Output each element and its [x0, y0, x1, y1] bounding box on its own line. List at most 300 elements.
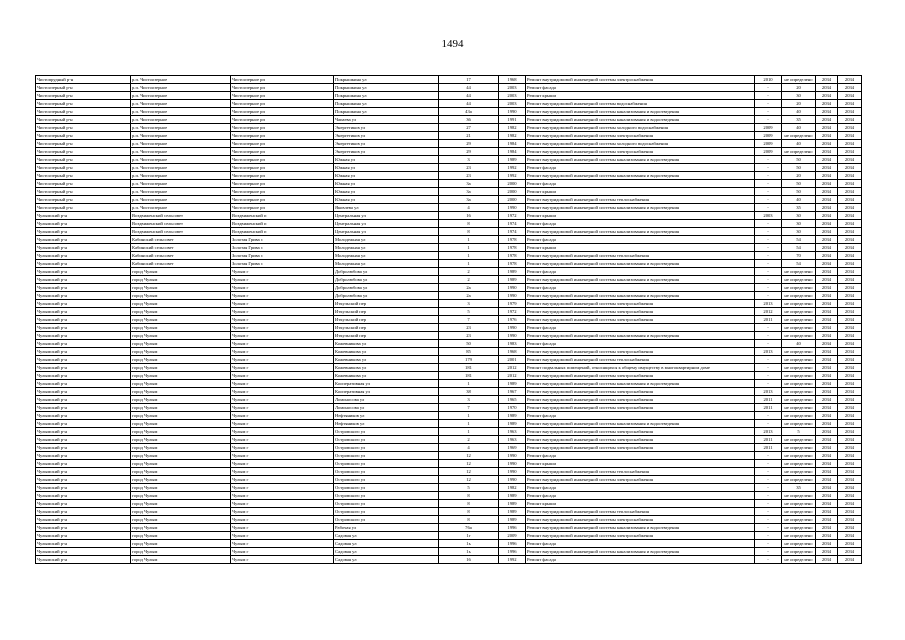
wear-percent-cell: не определено: [782, 76, 816, 84]
municipality-cell: р.п. Чистоозерное: [131, 76, 231, 84]
district-cell: Чулымский р-н: [36, 484, 131, 492]
end-year-cell: 2034: [838, 268, 862, 276]
house-number-cell: 3а: [439, 188, 499, 196]
end-year-cell: 2034: [838, 140, 862, 148]
last-repair-year-cell: -: [755, 156, 782, 164]
last-repair-year-cell: -: [755, 180, 782, 188]
municipality-cell: р.п. Чистоозерное: [131, 92, 231, 100]
work-type-cell: Ремонт внутридомовой инженерной системы теплоснабжения: [526, 356, 755, 364]
work-type-cell: Ремонт внутридомовой инженерной системы канализования и водоотведения: [526, 228, 755, 236]
last-repair-year-cell: 2012: [755, 308, 782, 316]
table-row: [36, 460, 862, 468]
wear-percent-cell: не определено: [782, 388, 816, 396]
work-type-cell: Ремонт крыши: [526, 244, 755, 252]
settlement-cell: Чистоозерное рп: [231, 204, 334, 212]
wear-percent-cell: не определено: [782, 348, 816, 356]
build-year-cell: 2003: [499, 84, 526, 92]
wear-percent-cell: 35: [782, 484, 816, 492]
wear-percent-cell: 30: [782, 228, 816, 236]
street-cell: Центральная ул: [334, 212, 439, 220]
table-row: [36, 164, 862, 172]
table-row: [36, 108, 862, 116]
house-number-cell: 1: [439, 428, 499, 436]
end-year-cell: 2034: [838, 260, 862, 268]
municipality-cell: город Чулым: [131, 516, 231, 524]
house-number-cell: 2а: [439, 292, 499, 300]
municipality-cell: город Чулым: [131, 308, 231, 316]
street-cell: Добролюбова ул: [334, 292, 439, 300]
street-cell: Южная ул: [334, 172, 439, 180]
house-number-cell: 43а: [439, 108, 499, 116]
table-row: [36, 484, 862, 492]
municipality-cell: город Чулым: [131, 452, 231, 460]
table-row: [36, 468, 862, 476]
end-year-cell: 2034: [838, 476, 862, 484]
work-type-cell: Ремонт фасада: [526, 284, 755, 292]
settlement-cell: Чулым г: [231, 444, 334, 452]
wear-percent-cell: не определено: [782, 556, 816, 564]
street-cell: Кожевникова ул: [334, 372, 439, 380]
settlement-cell: Чистоозерное рп: [231, 84, 334, 92]
end-year-cell: 2034: [838, 188, 862, 196]
street-cell: Иткульский пер: [334, 300, 439, 308]
municipality-cell: город Чулым: [131, 388, 231, 396]
start-year-cell: 2034: [816, 412, 838, 420]
end-year-cell: 2034: [838, 468, 862, 476]
work-type-cell: Ремонт внутридомовой инженерной системы холодного водоснабжения: [526, 140, 755, 148]
district-cell: Чулымский р-н: [36, 500, 131, 508]
wear-percent-cell: 5: [782, 428, 816, 436]
start-year-cell: 2034: [816, 372, 838, 380]
house-number-cell: 3: [439, 396, 499, 404]
settlement-cell: Чулым г: [231, 548, 334, 556]
build-year-cell: 1989: [499, 156, 526, 164]
municipality-cell: город Чулым: [131, 364, 231, 372]
build-year-cell: 2000: [499, 180, 526, 188]
start-year-cell: 2034: [816, 220, 838, 228]
district-cell: Чулымский р-н: [36, 316, 131, 324]
house-number-cell: 3а: [439, 180, 499, 188]
wear-percent-cell: 20: [782, 84, 816, 92]
wear-percent-cell: не определено: [782, 492, 816, 500]
house-number-cell: 44: [439, 84, 499, 92]
settlement-cell: Чистоозерное рп: [231, 140, 334, 148]
municipality-cell: город Чулым: [131, 500, 231, 508]
municipality-cell: р.п. Чистоозерное: [131, 172, 231, 180]
last-repair-year-cell: -: [755, 516, 782, 524]
settlement-cell: Чистоозерное рп: [231, 92, 334, 100]
table-row: [36, 124, 862, 132]
table-row: [36, 156, 862, 164]
municipality-cell: город Чулым: [131, 396, 231, 404]
start-year-cell: 2034: [816, 516, 838, 524]
wear-percent-cell: не определено: [782, 532, 816, 540]
work-type-cell: Ремонт фасада: [526, 540, 755, 548]
district-cell: Чистоозерный р-н: [36, 84, 131, 92]
house-number-cell: 3: [439, 156, 499, 164]
settlement-cell: Золотая Грива с: [231, 252, 334, 260]
last-repair-year-cell: -: [755, 244, 782, 252]
last-repair-year-cell: -: [755, 236, 782, 244]
settlement-cell: Чулым г: [231, 484, 334, 492]
last-repair-year-cell: -: [755, 340, 782, 348]
house-number-cell: 76а: [439, 524, 499, 532]
build-year-cell: 1970: [499, 404, 526, 412]
settlement-cell: Чулым г: [231, 332, 334, 340]
build-year-cell: 1989: [499, 500, 526, 508]
house-number-cell: 179: [439, 356, 499, 364]
district-cell: Чулымский р-н: [36, 284, 131, 292]
table-row: [36, 356, 862, 364]
last-repair-year-cell: -: [755, 356, 782, 364]
end-year-cell: 2034: [838, 396, 862, 404]
wear-percent-cell: не определено: [782, 324, 816, 332]
work-type-cell: Ремонт крыши: [526, 212, 755, 220]
last-repair-year-cell: -: [755, 268, 782, 276]
start-year-cell: 2034: [816, 228, 838, 236]
house-number-cell: 17: [439, 76, 499, 84]
end-year-cell: 2034: [838, 420, 862, 428]
table-row: [36, 244, 862, 252]
work-type-cell: Ремонт внутридомовой инженерной системы электроснабжения: [526, 372, 755, 380]
start-year-cell: 2034: [816, 260, 838, 268]
start-year-cell: 2034: [816, 204, 838, 212]
street-cell: Кооперативная ул: [334, 380, 439, 388]
work-type-cell: Ремонт внутридомовой инженерной системы электроснабжения: [526, 132, 755, 140]
last-repair-year-cell: -: [755, 484, 782, 492]
build-year-cell: 1991: [499, 116, 526, 124]
street-cell: Покрышкина ул: [334, 76, 439, 84]
work-type-cell: Ремонт фасада: [526, 268, 755, 276]
work-type-cell: Ремонт фасада: [526, 492, 755, 500]
table-row: [36, 300, 862, 308]
table-row: [36, 348, 862, 356]
build-year-cell: 1968: [499, 76, 526, 84]
settlement-cell: Чулым г: [231, 532, 334, 540]
work-type-cell: Ремонт внутридомовой инженерной системы канализования и водоотведения: [526, 172, 755, 180]
wear-percent-cell: 50: [782, 188, 816, 196]
municipality-cell: Воздвиженский сельсовет: [131, 220, 231, 228]
district-cell: Чулымский р-н: [36, 420, 131, 428]
house-number-cell: 21: [439, 132, 499, 140]
start-year-cell: 2034: [816, 140, 838, 148]
municipality-cell: город Чулым: [131, 484, 231, 492]
last-repair-year-cell: -: [755, 260, 782, 268]
start-year-cell: 2034: [816, 420, 838, 428]
district-cell: Чулымский р-н: [36, 372, 131, 380]
street-cell: Энергетиков ул: [334, 148, 439, 156]
last-repair-year-cell: 2011: [755, 396, 782, 404]
district-cell: Чистоозерный р-н: [36, 108, 131, 116]
work-type-cell: Ремонт внутридомовой инженерной системы канализования и водоотведения: [526, 260, 755, 268]
end-year-cell: 2034: [838, 236, 862, 244]
street-cell: Южная ул: [334, 196, 439, 204]
municipality-cell: Кабинский сельсовет: [131, 244, 231, 252]
end-year-cell: 2034: [838, 300, 862, 308]
work-type-cell: Ремонт внутридомовой инженерной системы электроснабжения: [526, 300, 755, 308]
wear-percent-cell: 54: [782, 244, 816, 252]
street-cell: Южная ул: [334, 188, 439, 196]
build-year-cell: 1972: [499, 212, 526, 220]
municipality-cell: город Чулым: [131, 532, 231, 540]
house-number-cell: 36: [439, 116, 499, 124]
settlement-cell: Чулым г: [231, 292, 334, 300]
end-year-cell: 2034: [838, 220, 862, 228]
district-cell: Чулымский р-н: [36, 260, 131, 268]
wear-percent-cell: не определено: [782, 508, 816, 516]
wear-percent-cell: не определено: [782, 356, 816, 364]
start-year-cell: 2034: [816, 84, 838, 92]
settlement-cell: Чулым г: [231, 412, 334, 420]
build-year-cell: 1982: [499, 484, 526, 492]
last-repair-year-cell: -: [755, 100, 782, 108]
end-year-cell: 2034: [838, 436, 862, 444]
wear-percent-cell: не определено: [782, 476, 816, 484]
build-year-cell: 2000: [499, 196, 526, 204]
work-type-cell: Ремонт внутридомовой инженерной системы теплоснабжения: [526, 252, 755, 260]
table-row: [36, 252, 862, 260]
build-year-cell: 1989: [499, 268, 526, 276]
start-year-cell: 2034: [816, 460, 838, 468]
end-year-cell: 2034: [838, 516, 862, 524]
last-repair-year-cell: 2009: [755, 132, 782, 140]
work-type-cell: Ремонт внутридомовой инженерной системы канализования и водоотведения: [526, 524, 755, 532]
district-cell: Чистоозерный р-н: [36, 92, 131, 100]
settlement-cell: Чистоозерное рп: [231, 124, 334, 132]
municipality-cell: город Чулым: [131, 508, 231, 516]
street-cell: Островского ул: [334, 508, 439, 516]
last-repair-year-cell: -: [755, 252, 782, 260]
build-year-cell: 1992: [499, 172, 526, 180]
end-year-cell: 2034: [838, 548, 862, 556]
district-cell: Чулымский р-н: [36, 236, 131, 244]
start-year-cell: 2034: [816, 540, 838, 548]
district-cell: Чистоозерный р-н: [36, 180, 131, 188]
district-cell: Чулымский р-н: [36, 212, 131, 220]
street-cell: Покрышкина ул: [334, 92, 439, 100]
municipality-cell: город Чулым: [131, 436, 231, 444]
last-repair-year-cell: -: [755, 372, 782, 380]
build-year-cell: 1990: [499, 332, 526, 340]
house-number-cell: 16: [439, 556, 499, 564]
work-type-cell: Ремонт фасада: [526, 220, 755, 228]
house-number-cell: 2: [439, 268, 499, 276]
house-number-cell: 44: [439, 92, 499, 100]
work-type-cell: Ремонт внутридомовой инженерной системы электроснабжения: [526, 76, 755, 84]
work-type-cell: Ремонт внутридомовой инженерной системы электроснабжения: [526, 396, 755, 404]
street-cell: Кожевникова ул: [334, 348, 439, 356]
street-cell: Островского ул: [334, 452, 439, 460]
district-cell: Чулымский р-н: [36, 348, 131, 356]
settlement-cell: Чистоозерное рп: [231, 156, 334, 164]
district-cell: Чулымский р-н: [36, 292, 131, 300]
last-repair-year-cell: -: [755, 284, 782, 292]
settlement-cell: Чулым г: [231, 380, 334, 388]
table-row: [36, 92, 862, 100]
settlement-cell: Чистоозерное рп: [231, 100, 334, 108]
settlement-cell: Чистоозерное рп: [231, 164, 334, 172]
last-repair-year-cell: -: [755, 332, 782, 340]
end-year-cell: 2034: [838, 316, 862, 324]
start-year-cell: 2034: [816, 340, 838, 348]
build-year-cell: 1990: [499, 204, 526, 212]
municipality-cell: р.п. Чистоозерное: [131, 196, 231, 204]
municipality-cell: р.п. Чистоозерное: [131, 156, 231, 164]
table-row: [36, 172, 862, 180]
street-cell: Чапаева ул: [334, 116, 439, 124]
start-year-cell: 2034: [816, 548, 838, 556]
settlement-cell: Чистоозерное рп: [231, 148, 334, 156]
last-repair-year-cell: -: [755, 292, 782, 300]
last-repair-year-cell: 2009: [755, 124, 782, 132]
street-cell: Островского ул: [334, 444, 439, 452]
start-year-cell: 2034: [816, 300, 838, 308]
settlement-cell: Чистоозерное рп: [231, 188, 334, 196]
street-cell: Энергетиков ул: [334, 140, 439, 148]
district-cell: Чистоозерный р-н: [36, 172, 131, 180]
house-number-cell: 1ь: [439, 540, 499, 548]
municipality-cell: город Чулым: [131, 356, 231, 364]
house-number-cell: 23: [439, 332, 499, 340]
settlement-cell: Чулым г: [231, 476, 334, 484]
build-year-cell: 1996: [499, 540, 526, 548]
house-number-cell: 1: [439, 380, 499, 388]
settlement-cell: Золотая Грива с: [231, 244, 334, 252]
wear-percent-cell: не определено: [782, 404, 816, 412]
work-type-cell: Ремонт внутридомовой инженерной системы канализования и водоотведения: [526, 276, 755, 284]
last-repair-year-cell: -: [755, 380, 782, 388]
end-year-cell: 2034: [838, 244, 862, 252]
street-cell: Молодежная ул: [334, 252, 439, 260]
house-number-cell: 7: [439, 316, 499, 324]
work-type-cell: Ремонт внутридомовой инженерной системы канализования и водоотведения: [526, 548, 755, 556]
end-year-cell: 2034: [838, 540, 862, 548]
build-year-cell: 1983: [499, 340, 526, 348]
settlement-cell: Чулым г: [231, 468, 334, 476]
settlement-cell: Чулым г: [231, 276, 334, 284]
last-repair-year-cell: -: [755, 84, 782, 92]
house-number-cell: 2: [439, 436, 499, 444]
settlement-cell: Чулым г: [231, 340, 334, 348]
table-row: [36, 516, 862, 524]
district-cell: Чулымский р-н: [36, 340, 131, 348]
build-year-cell: 1982: [499, 132, 526, 140]
street-cell: Кожевникова ул: [334, 364, 439, 372]
house-number-cell: 1: [439, 420, 499, 428]
district-cell: Чулымский р-н: [36, 300, 131, 308]
last-repair-year-cell: -: [755, 228, 782, 236]
settlement-cell: Чулым г: [231, 436, 334, 444]
district-cell: Чулымский р-н: [36, 308, 131, 316]
settlement-cell: Чистоозерное рп: [231, 196, 334, 204]
build-year-cell: 2012: [499, 364, 526, 372]
work-type-cell: Ремонт внутридомовой инженерной системы электроснабжения: [526, 148, 755, 156]
work-type-cell: Ремонт внутридомовой инженерной системы канализования и водоотведения: [526, 108, 755, 116]
municipality-cell: р.п. Чистоозерное: [131, 148, 231, 156]
street-cell: Садовая ул: [334, 540, 439, 548]
street-cell: Иткульский пер: [334, 316, 439, 324]
start-year-cell: 2034: [816, 316, 838, 324]
wear-percent-cell: 35: [782, 204, 816, 212]
work-type-cell: Ремонт внутридомовой инженерной системы электроснабжения: [526, 404, 755, 412]
table-row: [36, 260, 862, 268]
end-year-cell: 2034: [838, 356, 862, 364]
wear-percent-cell: 40: [782, 124, 816, 132]
municipality-cell: город Чулым: [131, 476, 231, 484]
settlement-cell: Чулым г: [231, 452, 334, 460]
end-year-cell: 2034: [838, 524, 862, 532]
work-type-cell: Ремонт внутридомовой инженерной системы электроснабжения: [526, 316, 755, 324]
table-row: [36, 380, 862, 388]
last-repair-year-cell: -: [755, 196, 782, 204]
end-year-cell: 2034: [838, 428, 862, 436]
table-row: [36, 548, 862, 556]
street-cell: Центральная ул: [334, 228, 439, 236]
last-repair-year-cell: 2011: [755, 404, 782, 412]
table-row: [36, 492, 862, 500]
end-year-cell: 2034: [838, 452, 862, 460]
settlement-cell: Чистоозерное рп: [231, 108, 334, 116]
end-year-cell: 2034: [838, 332, 862, 340]
table-row: [36, 228, 862, 236]
table-row: [36, 332, 862, 340]
table-row: [36, 372, 862, 380]
house-number-cell: 1: [439, 412, 499, 420]
build-year-cell: 1990: [499, 460, 526, 468]
wear-percent-cell: 40: [782, 196, 816, 204]
table-row: [36, 188, 862, 196]
table-row: [36, 148, 862, 156]
district-cell: Чулымский р-н: [36, 324, 131, 332]
build-year-cell: 1990: [499, 452, 526, 460]
table-row: [36, 556, 862, 564]
settlement-cell: Чулым г: [231, 428, 334, 436]
last-repair-year-cell: 2003: [755, 212, 782, 220]
last-repair-year-cell: 2009: [755, 148, 782, 156]
street-cell: Рабочая ул: [334, 524, 439, 532]
last-repair-year-cell: -: [755, 460, 782, 468]
table-row: [36, 276, 862, 284]
wear-percent-cell: 50: [782, 156, 816, 164]
table-row: [36, 196, 862, 204]
end-year-cell: 2034: [838, 412, 862, 420]
last-repair-year-cell: -: [755, 188, 782, 196]
table-row: [36, 316, 862, 324]
street-cell: Островского ул: [334, 468, 439, 476]
settlement-cell: Чулым г: [231, 396, 334, 404]
district-cell: Чистоозерный р-н: [36, 140, 131, 148]
municipality-cell: город Чулым: [131, 540, 231, 548]
street-cell: Садовая ул: [334, 548, 439, 556]
table-row: [36, 452, 862, 460]
street-cell: Молодежная ул: [334, 260, 439, 268]
build-year-cell: 1989: [499, 276, 526, 284]
table-row: [36, 420, 862, 428]
work-type-cell: Ремонт внутридомовой инженерной системы канализования и водоотведения: [526, 420, 755, 428]
last-repair-year-cell: -: [755, 476, 782, 484]
work-type-cell: Ремонт фасада: [526, 484, 755, 492]
house-number-cell: 8: [439, 492, 499, 500]
start-year-cell: 2034: [816, 356, 838, 364]
district-cell: Чулымский р-н: [36, 244, 131, 252]
table-row: [36, 140, 862, 148]
district-cell: Чулымский р-н: [36, 476, 131, 484]
settlement-cell: Чулым г: [231, 348, 334, 356]
end-year-cell: 2034: [838, 148, 862, 156]
settlement-cell: Чулым г: [231, 268, 334, 276]
street-cell: Добролюбова ул: [334, 276, 439, 284]
district-cell: Чулымский р-н: [36, 356, 131, 364]
